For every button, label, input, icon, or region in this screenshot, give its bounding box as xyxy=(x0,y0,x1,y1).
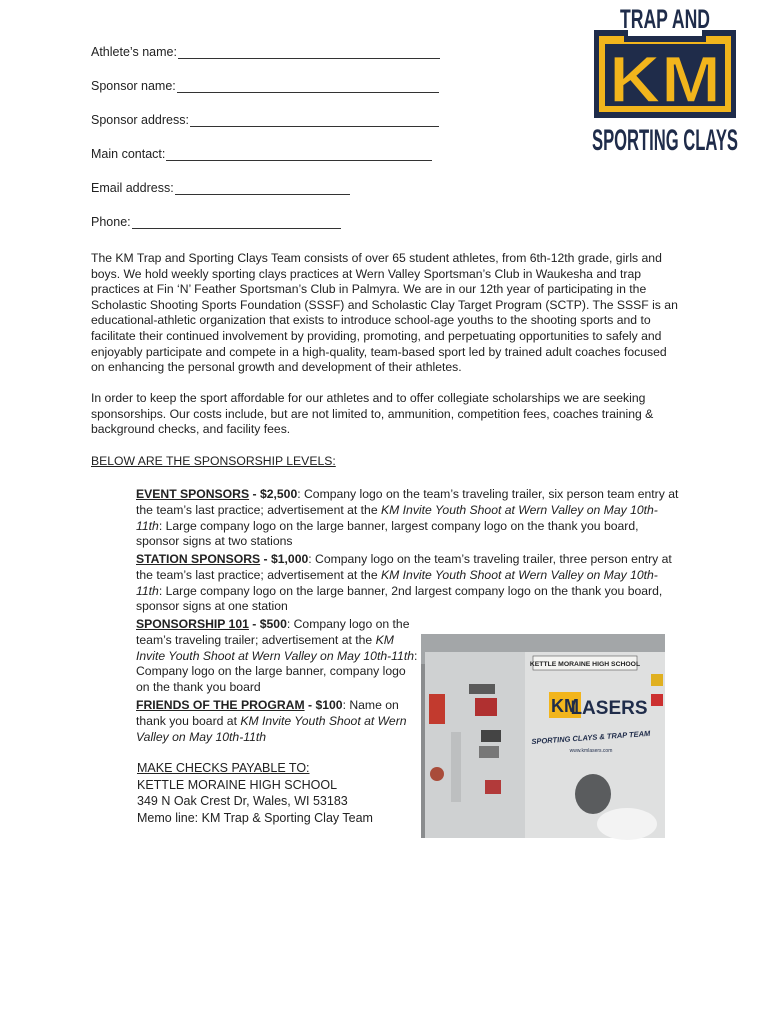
level-friends-text1: : Name on thank you board at xyxy=(136,698,399,728)
level-event-text2: : Large company logo on the large banner, largest company logo on the thank you board, sponsor signs at two stations xyxy=(136,518,639,549)
costs-paragraph: In order to keep the sport affordable for our athletes and to offer collegiate scholarships we are seeking sponsorships. Our costs include, but are not limited to, ammunition, competition fees, coaches training & background checks, and facility fees. xyxy=(91,391,654,437)
email-address-field[interactable] xyxy=(91,181,350,195)
photo-sign-top: KETTLE MORAINE HIGH SCHOOL xyxy=(529,661,641,668)
main-contact-field[interactable] xyxy=(91,147,432,161)
level-101-text1: : Company logo on the team’s traveling trailer; advertisement at the xyxy=(136,617,410,647)
athlete-name-field[interactable] xyxy=(91,45,440,59)
checks-memo: Memo line: KM Trap & Sporting Clay Team xyxy=(137,810,373,825)
level-friends-title: FRIENDS OF THE PROGRAM xyxy=(136,698,305,712)
km-trap-logo xyxy=(590,0,740,160)
sponsor-address-field[interactable] xyxy=(91,113,439,127)
level-friends-of-program xyxy=(136,698,414,745)
main-contact-line[interactable] xyxy=(166,148,432,161)
sponsor-address-line[interactable] xyxy=(190,114,439,127)
photo-lasers: LASERS xyxy=(570,698,648,719)
level-event-text1: : Company logo on the team’s traveling trailer, six person team entry at the team’s last practice; advertisement at the xyxy=(136,487,679,517)
photo-url: www.kmlasers.com xyxy=(569,748,613,754)
checks-payee: KETTLE MORAINE HIGH SCHOOL xyxy=(137,777,338,792)
level-event-price: - $2,500 xyxy=(249,487,298,501)
photo-sub: SPORTING CLAYS & TRAP TEAM xyxy=(531,728,651,747)
checks-block xyxy=(137,760,373,826)
level-station-sponsors xyxy=(136,552,680,615)
sponsor-address-label: Sponsor address: xyxy=(91,113,189,127)
sponsor-name-label: Sponsor name: xyxy=(91,79,176,93)
level-station-text1: : Company logo on the team’s traveling trailer, three person entry at the team’s last practice; advertisement at the xyxy=(136,552,672,582)
athlete-name-line[interactable] xyxy=(178,46,440,59)
athlete-name-label: Athlete’s name: xyxy=(91,45,177,59)
main-contact-label: Main contact: xyxy=(91,147,166,161)
phone-label: Phone: xyxy=(91,215,131,229)
level-friends-price: - $100 xyxy=(304,698,343,712)
phone-line[interactable] xyxy=(132,216,341,229)
email-address-line[interactable] xyxy=(175,182,350,195)
level-friends-event: KM Invite Youth Shoot at Wern Valley on May 10th-11th xyxy=(136,713,407,744)
logo-line2: KM xyxy=(609,42,721,116)
phone-field[interactable] xyxy=(91,215,341,229)
level-station-title: STATION SPONSORS xyxy=(136,552,261,566)
level-station-price: - $1,000 xyxy=(260,552,309,566)
levels-heading: BELOW ARE THE SPONSORSHIP LEVELS: xyxy=(91,454,336,468)
photo-km: KM xyxy=(551,696,579,716)
level-101-title: SPONSORSHIP 101 xyxy=(136,617,249,631)
level-101-text2: : Company logo on the large banner, company logo on the thank you board xyxy=(136,648,418,695)
level-101-price: - $500 xyxy=(248,617,287,631)
checks-heading: MAKE CHECKS PAYABLE TO: xyxy=(137,761,310,775)
email-address-label: Email address: xyxy=(91,181,174,195)
logo-line1: TRAP AND xyxy=(620,4,710,34)
level-event-title: EVENT SPONSORS xyxy=(136,487,250,501)
level-event-sponsors xyxy=(136,487,680,550)
logo-line3: SPORTING CLAYS xyxy=(592,124,738,157)
checks-address: 349 N Oak Crest Dr, Wales, WI 53183 xyxy=(137,794,348,808)
level-sponsorship-101 xyxy=(136,617,420,696)
intro-paragraph: The KM Trap and Sporting Clays Team consists of over 65 student athletes, from 6th-12th grade, girls and boys. We hold weekly sporting clays practices at Wern Valley Sportsman’s Club in Waukesha and trap practices at Fin ‘N’ Feather Sportsman’s Club in Palmyra. We are in our 12th year of participating in the Scholastic Shooting Sports Foundation (SSSF) and Scholastic Clay Target Program (SCTP). The SSSF is an educational-athletic organization that exists to introduce school-age youths to the shooting sports and to facilitate their continued involvement by providing, promoting, and perpetuating opportunities to safely and enjoyably participate and compete in a high-quality, team-based sport led by trained adult coaches focused on enhancing the personal growth and development of their athletes. xyxy=(91,251,678,375)
level-event-event: KM Invite Youth Shoot at Wern Valley on May 10th-11th xyxy=(136,502,658,533)
level-101-event: KM Invite Youth Shoot at Wern Valley on May 10th-11th xyxy=(136,632,415,663)
sponsor-name-field[interactable] xyxy=(91,79,439,93)
sponsor-name-line[interactable] xyxy=(177,80,439,93)
level-station-event: KM Invite Youth Shoot at Wern Valley on May 10th-11th xyxy=(136,567,658,598)
level-station-text2: : Large company logo on the large banner, 2nd largest company logo on the thank you board, sponsor signs at one station xyxy=(136,583,663,614)
trailer-photo xyxy=(421,634,665,838)
